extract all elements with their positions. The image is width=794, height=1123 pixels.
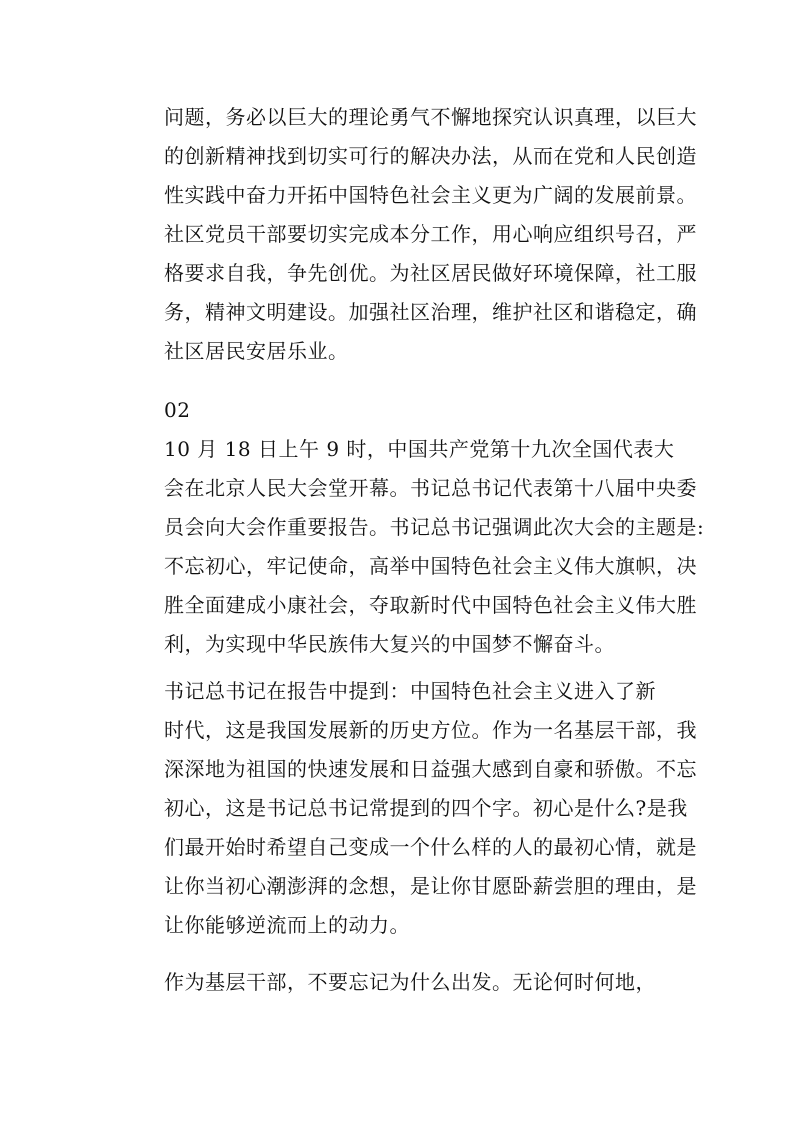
section-number: 02 — [164, 398, 191, 422]
text-line: 们最开始时希望自己变成一个什么样的人的最初心情，就是 — [164, 835, 697, 859]
text-line: 社区党员干部要切实完成本分工作，用心响应组织号召，严 — [164, 222, 697, 246]
section-heading — [164, 391, 686, 430]
text-line: 深深地为祖国的快速发展和日益强大感到自豪和骄傲。不忘 — [164, 757, 697, 781]
text-line: 社区居民安居乐业。 — [164, 339, 349, 363]
paragraph-continuation — [164, 98, 697, 371]
text-line: 会在北京人民大会堂开幕。书记总书记代表第十八届中央委 — [164, 476, 697, 500]
paragraph-congress-opening — [164, 430, 705, 664]
paragraph-grassroots — [164, 963, 686, 1002]
text-line: 利，为实现中华民族伟大复兴的中国梦不懈奋斗。 — [164, 632, 615, 656]
text-line: 员会向大会作重要报告。书记总书记强调此次大会的主题是: — [164, 515, 705, 539]
text-line: 初心，这是书记总书记常提到的四个字。初心是什么?是我 — [164, 796, 688, 820]
text-line: 格要求自我，争先创优。为社区居民做好环境保障，社工服 — [164, 261, 697, 285]
paragraph-report — [164, 672, 697, 945]
text-line: 的创新精神找到切实可行的解决办法，从而在党和人民创造 — [164, 144, 697, 168]
text-line: 不忘初心，牢记使命，高举中国特色社会主义伟大旗帜，决 — [164, 554, 697, 578]
text-line: 性实践中奋力开拓中国特色社会主义更为广阔的发展前景。 — [164, 183, 697, 207]
text-line: 让你当初心潮澎湃的念想，是让你甘愿卧薪尝胆的理由，是 — [164, 874, 697, 898]
text-line: 务，精神文明建设。加强社区治理，维护社区和谐稳定，确 — [164, 300, 697, 324]
text-line: 作为基层干部，不要忘记为什么出发。无论何时何地， — [164, 970, 656, 994]
text-line: 问题，务必以巨大的理论勇气不懈地探究认识真理，以巨大 — [164, 105, 697, 129]
text-line: 时代，这是我国发展新的历史方位。作为一名基层干部，我 — [164, 718, 697, 742]
text-line: 让你能够逆流而上的动力。 — [164, 913, 410, 937]
text-line: 胜全面建成小康社会，夺取新时代中国特色社会主义伟大胜 — [164, 593, 697, 617]
text-line: 10 月 18 日上午 9 时，中国共产党第十九次全国代表大 — [164, 437, 675, 461]
text-line: 书记总书记在报告中提到：中国特色社会主义进入了新 — [164, 679, 656, 703]
